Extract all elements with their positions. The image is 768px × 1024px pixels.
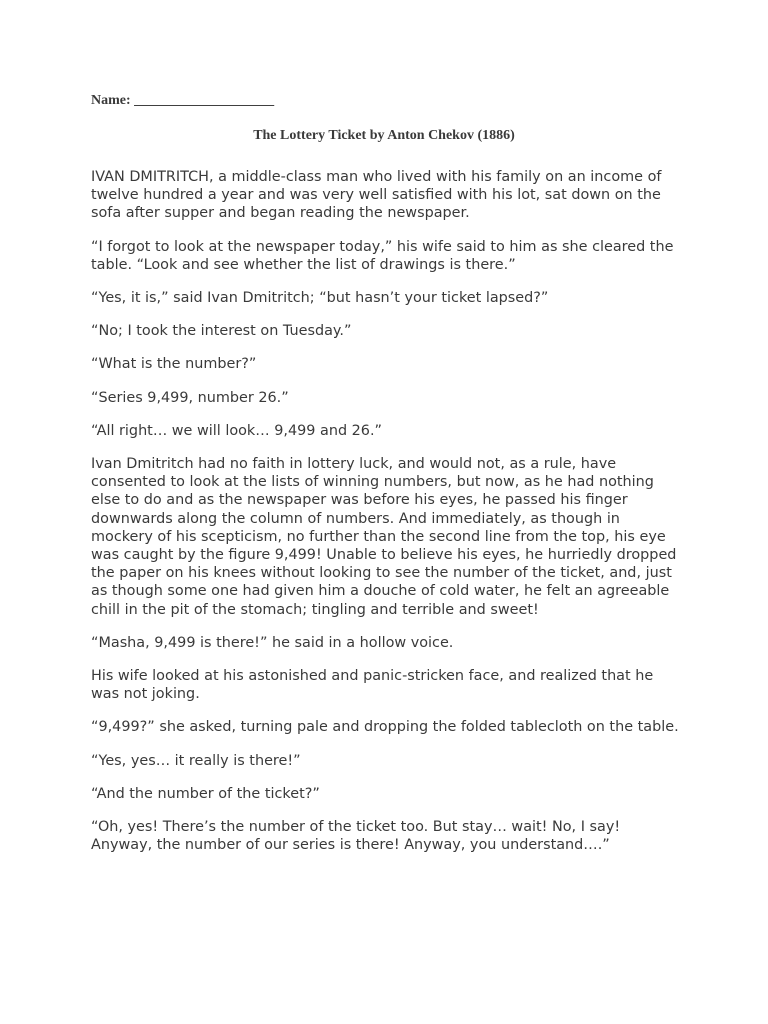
paragraph: “9,499?” she asked, turning pale and dropping the folded tablecloth on the table. <box>91 719 679 736</box>
paragraph: “Yes, it is,” said Ivan Dmitritch; “but hasn’t your ticket lapsed?” <box>91 290 549 307</box>
document-title: The Lottery Ticket by Anton Chekov (1886) <box>253 128 515 143</box>
paragraph: “What is the number?” <box>91 356 257 373</box>
paragraph: “Masha, 9,499 is there!” he said in a hollow voice. <box>91 634 454 651</box>
name-field-label: Name: ____________________ <box>91 93 275 108</box>
paragraph: “No; I took the interest on Tuesday.” <box>91 323 352 340</box>
paragraph: IVAN DMITRITCH, a middle-class man who lived with his family on an income of twelve hundred a year and was very well satisfied with his lot, sat down on the sofa after supper and began reading the newspaper. <box>91 169 662 222</box>
paragraph: “I forgot to look at the newspaper today,” his wife said to him as she cleared the table. “Look and see whether the list of drawings is there.” <box>91 238 674 273</box>
paragraph: Ivan Dmitritch had no faith in lottery luck, and would not, as a rule, have consented to look at the lists of winning numbers, but now, as he had nothing else to do and as the newspaper was before his eyes, he passed his finger downwards along the column of numbers. And immediately, as though in mockery of his scepticism, no further than the second line from the top, his eye was caught by the figure 9,499! Unable to believe his eyes, he hurriedly dropped the paper on his knees without looking to see the number of the ticket, and, just as though some one had given him a douche of cold water, he felt an agreeable chill in the pit of the stomach; tingling and terrible and sweet! <box>91 456 677 618</box>
story-body <box>91 168 683 869</box>
paragraph: “And the number of the ticket?” <box>91 785 320 802</box>
paragraph: “Yes, yes… it really is there!” <box>91 752 301 769</box>
paragraph: “Oh, yes! There’s the number of the ticket too. But stay… wait! No, I say! Anyway, the number of our series is there! Anyway, you understand….” <box>91 819 621 854</box>
paragraph: His wife looked at his astonished and panic-stricken face, and realized that he was not joking. <box>91 668 654 703</box>
paragraph: “Series 9,499, number 26.” <box>91 389 289 406</box>
paragraph: “All right… we will look… 9,499 and 26.” <box>91 422 382 439</box>
